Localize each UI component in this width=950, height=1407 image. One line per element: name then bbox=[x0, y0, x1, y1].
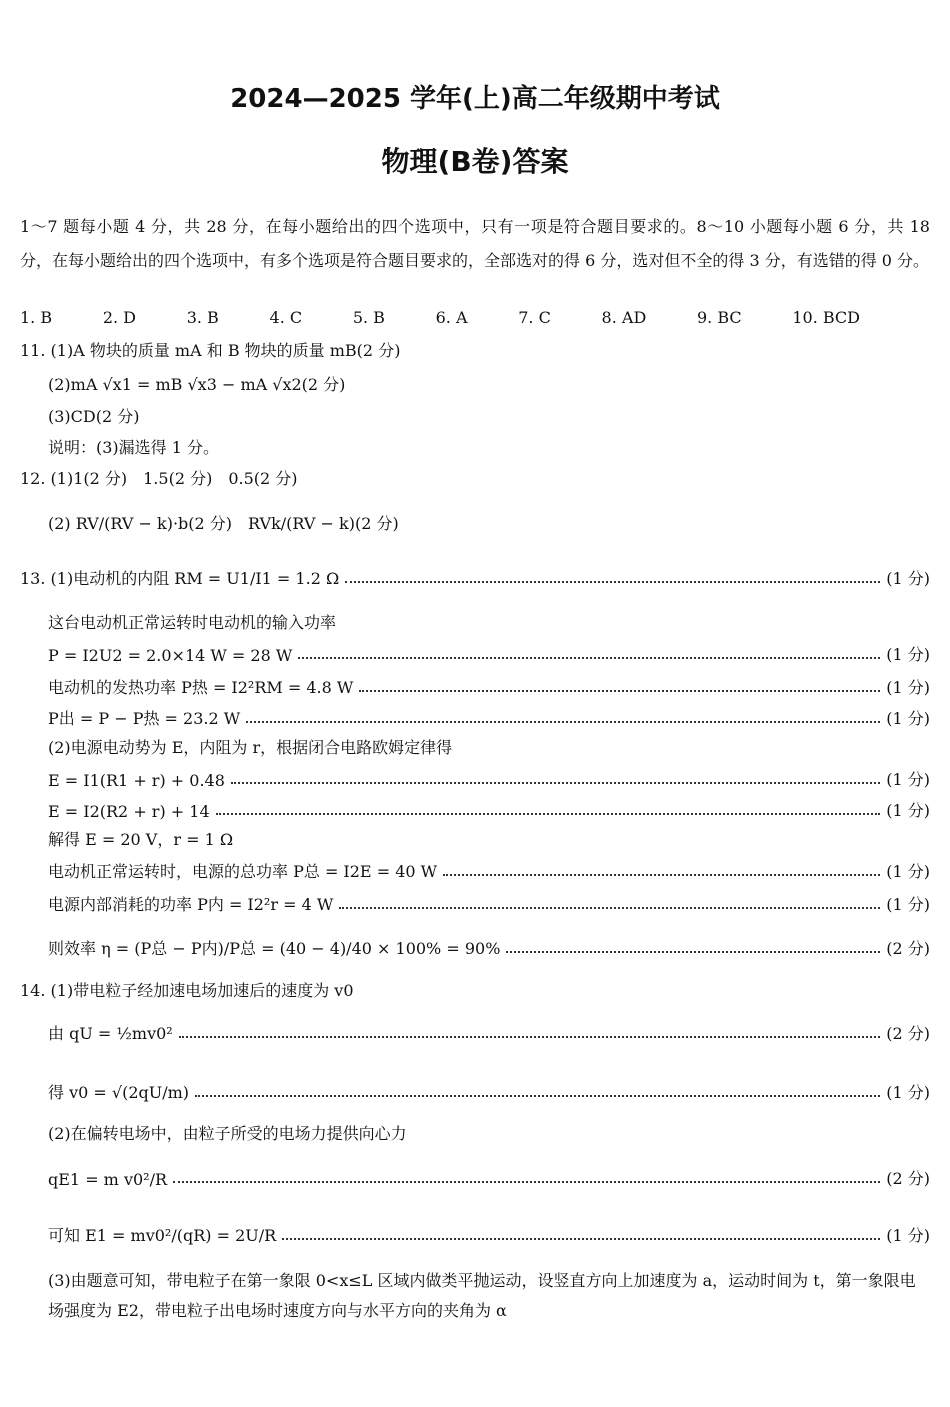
answer-item: 9. BC bbox=[696, 308, 742, 327]
q12-line2: (2) RV/(RV − k)·b(2 分) RVk/(RV − k)(2 分) bbox=[48, 514, 399, 533]
page-subtitle: 物理(B卷)答案 bbox=[381, 145, 569, 178]
q11-line1: 11. (1)A 物块的质量 mA 和 B 物块的质量 mB(2 分) bbox=[20, 341, 401, 360]
q11-line3: (3)CD(2 分) bbox=[48, 407, 140, 426]
answer-key bbox=[20, 308, 860, 327]
q14-row: 得 v0 = √(2qU/m) (1 分) bbox=[48, 1083, 930, 1102]
answer-item: 2. D bbox=[102, 308, 136, 327]
q13-row: 电源内部消耗的功率 P内 = I2²r = 4 W (1 分) bbox=[48, 895, 930, 914]
q14-row: 由 qU = ½mv0² (2 分) bbox=[48, 1024, 930, 1043]
answer-item: 7. C bbox=[518, 308, 551, 327]
q13-row: 电动机的发热功率 P热 = I2²RM = 4.8 W (1 分) bbox=[48, 678, 930, 697]
q13-row: 电动机正常运转时，电源的总功率 P总 = I2E = 40 W (1 分) bbox=[48, 862, 930, 881]
q12-line1: 12. (1)1(2 分) 1.5(2 分) 0.5(2 分) bbox=[20, 469, 298, 488]
answer-item: 3. B bbox=[186, 308, 219, 327]
q13-text: 解得 E = 20 V，r = 1 Ω bbox=[48, 830, 234, 849]
answer-item: 4. C bbox=[269, 308, 303, 327]
q13-row: P = I2U2 = 2.0×14 W = 28 W (1 分) bbox=[48, 645, 930, 665]
q14-row: qE1 = m v0²/R (2 分) bbox=[48, 1169, 930, 1189]
q14-part3: (3)由题意可知，带电粒子在第一象限 0<x≤L 区域内做类平抛运动，设竖直方向上加速度为 a，运动时间为 t，第一象限电场强度为 E2，带电粒子出电场时速度方向与水平方向的夹角为 α bbox=[48, 1271, 916, 1320]
q13-row: E = I2(R2 + r) + 14 (1 分) bbox=[48, 801, 930, 821]
q14-text: 14. (1)带电粒子经加速电场加速后的速度为 v0 bbox=[20, 981, 354, 1000]
q14-text: (2)在偏转电场中，由粒子所受的电场力提供向心力 bbox=[48, 1124, 407, 1143]
answer-item: 5. B bbox=[352, 308, 385, 327]
q11-note: 说明：(3)漏选得 1 分。 bbox=[48, 438, 220, 457]
page-title: 2024—2025 学年(上)高二年级期中考试 bbox=[230, 84, 720, 114]
q13-row: E = I1(R1 + r) + 0.48 (1 分) bbox=[48, 770, 930, 790]
q13-row: 则效率 η = (P总 − P内)/P总 = (40 − 4)/40 × 100% = 90% (2 分) bbox=[48, 939, 930, 958]
answer-item: 6. A bbox=[435, 308, 468, 327]
q13-row: 13. (1)电动机的内阻 RM = U1/I1 = 1.2 Ω (1 分) bbox=[20, 569, 930, 588]
q14-row: 可知 E1 = mv0²/(qR) = 2U/R (1 分) bbox=[48, 1226, 930, 1245]
answer-item: 8. AD bbox=[601, 308, 647, 327]
instructions: 1～7 题每小题 4 分，共 28 分，在每小题给出的四个选项中，只有一项是符合题目要求的。8～10 小题每小题 6 分，共 18 分，在每小题给出的四个选项中，有多个选项是符合题目要求的，全部选对的得 6 分，选对但不全的得 3 分，有选错的得 0 分。 bbox=[20, 217, 930, 270]
answer-item: 10. BCD bbox=[792, 308, 860, 327]
q11-line2: (2)mA √x1 = mB √x3 − mA √x2(2 分) bbox=[48, 375, 346, 394]
q13-row: P出 = P − P热 = 23.2 W (1 分) bbox=[48, 709, 930, 728]
q13-text: (2)电源电动势为 E，内阻为 r，根据闭合电路欧姆定律得 bbox=[48, 738, 453, 757]
answer-item: 1. B bbox=[20, 308, 53, 327]
q13-text: 这台电动机正常运转时电动机的输入功率 bbox=[48, 613, 337, 632]
